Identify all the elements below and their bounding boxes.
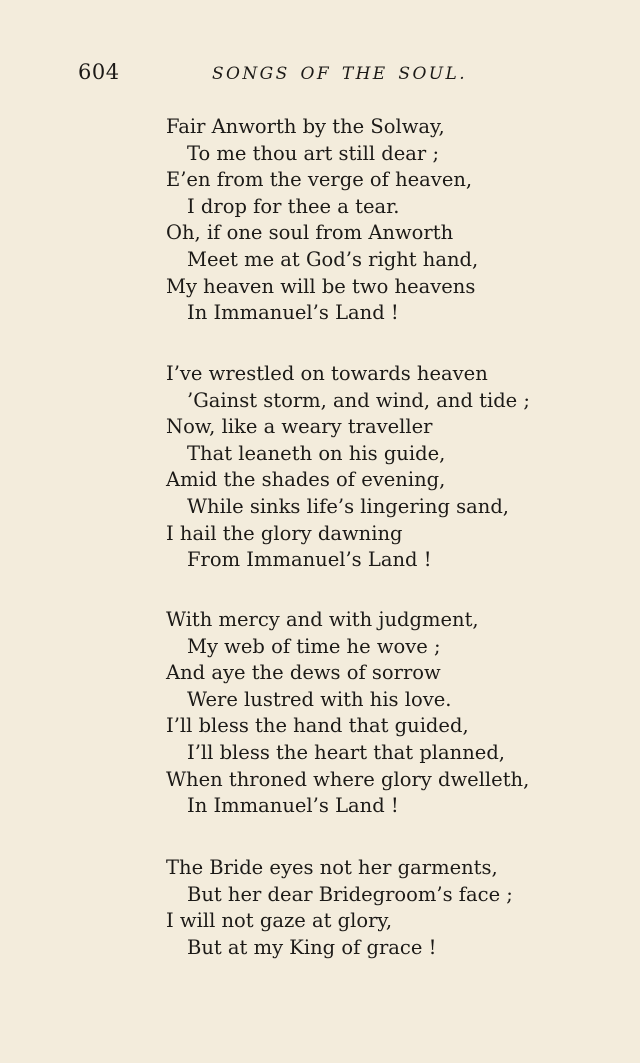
poem-line: I’ll bless the heart that planned, — [187, 740, 505, 764]
poem-line: But at my King of grace ! — [187, 935, 437, 959]
poem-line: I drop for thee a tear. — [187, 194, 400, 218]
stanza-4 — [166, 855, 513, 961]
poem-line: But her dear Bridegroom’s face ; — [187, 882, 513, 906]
stanza-2 — [166, 361, 530, 574]
poem-line: Now, like a weary traveller — [166, 415, 433, 439]
poem-line: When throned where glory dwelleth, — [166, 767, 530, 791]
poem-line: I hail the glory dawning — [166, 521, 403, 545]
poem-line: Fair Anworth by the Solway, — [166, 115, 445, 138]
poem-line: While sinks life’s lingering sand, — [187, 494, 509, 518]
poem-line: With mercy and with judgment, — [166, 608, 479, 631]
poem-line: I’ll bless the hand that guided, — [166, 714, 469, 738]
poem-line: Meet me at God’s right hand, — [187, 247, 479, 271]
poem-line: That leaneth on his guide, — [187, 441, 446, 465]
poem-line: Amid the shades of evening, — [166, 468, 446, 492]
stanza-3 — [166, 607, 529, 820]
running-head: SONGS OF THE SOUL. — [212, 64, 468, 84]
poem-line: E’en from the verge of heaven, — [166, 168, 473, 192]
poem-line: Oh, if one soul from Anworth — [166, 221, 454, 245]
poem-line: The Bride eyes not her garments, — [166, 856, 498, 879]
poem-line: In Immanuel’s Land ! — [187, 794, 399, 818]
stanza-1 — [166, 114, 478, 327]
poem-line: I will not gaze at glory, — [166, 909, 393, 933]
poem-line: From Immanuel’s Land ! — [187, 548, 432, 572]
poem-line: I’ve wrestled on towards heaven — [166, 362, 488, 385]
poem-line: In Immanuel’s Land ! — [187, 301, 399, 325]
poem-line: My web of time he wove ; — [187, 634, 441, 658]
poem-line: To me thou art still dear ; — [187, 141, 440, 165]
poem-line: My heaven will be two heavens — [166, 274, 476, 298]
page-number: 604 — [78, 60, 120, 84]
poem-line: And aye the dews of sorrow — [166, 661, 441, 685]
poem-line: Were lustred with his love. — [187, 687, 452, 711]
poem-line: ’Gainst storm, and wind, and tide ; — [187, 388, 530, 412]
